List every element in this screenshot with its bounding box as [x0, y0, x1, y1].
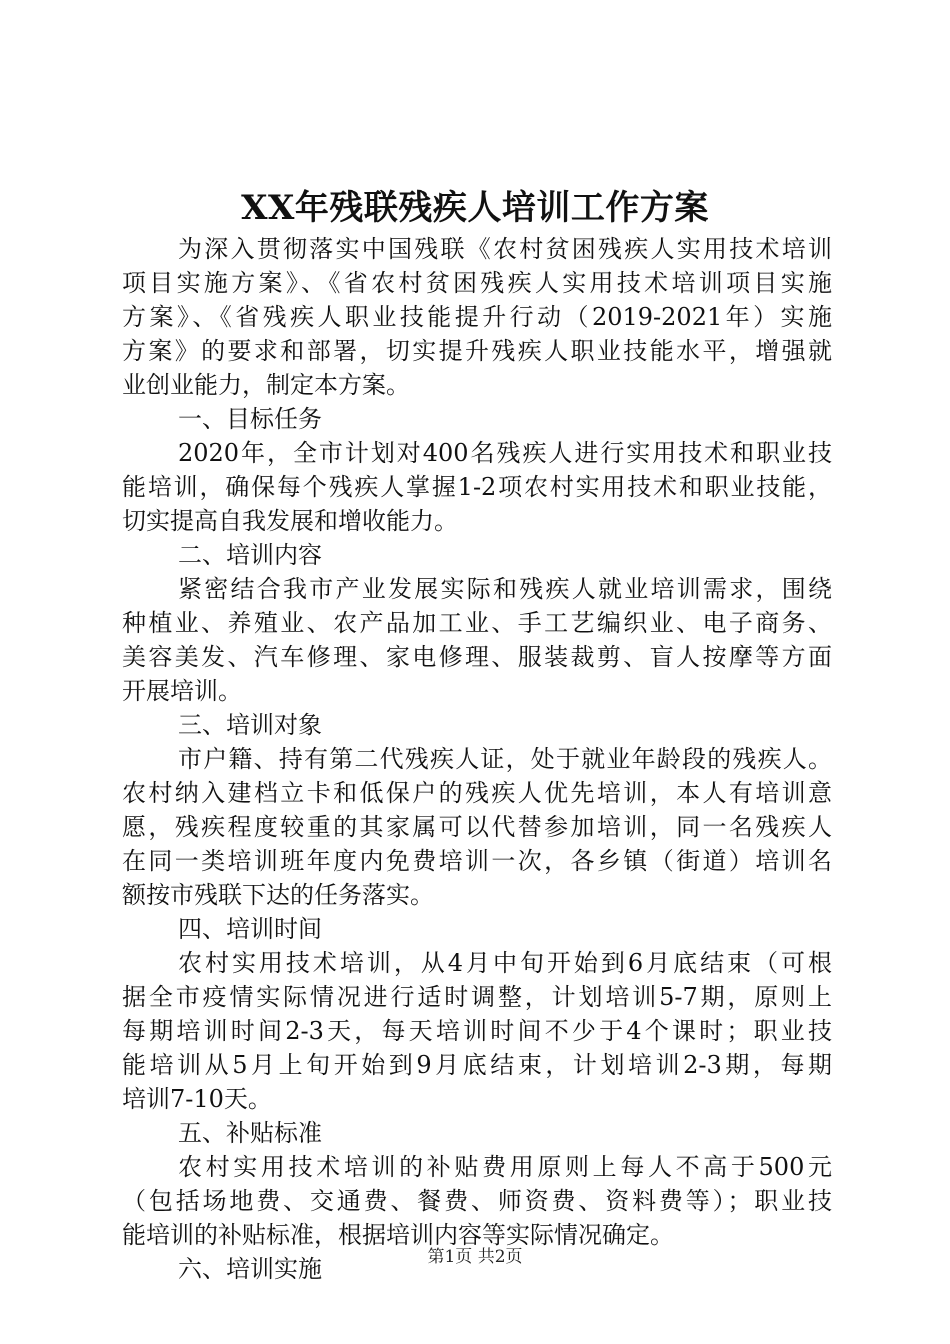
body-line: 额按市残联下达的任务落实。: [122, 881, 434, 909]
document-title: XX年残联残疾人培训工作方案: [241, 188, 709, 228]
body-line: 每期培训时间2-3天，每天培训时间不少于4个课时；职业技: [122, 1017, 832, 1045]
body-line: 紧密结合我市产业发展实际和残疾人就业培训需求，围绕: [178, 575, 832, 603]
body-line: 为深入贯彻落实中国残联《农村贫困残疾人实用技术培训: [178, 235, 832, 263]
body-line: 2020年，全市计划对400名残疾人进行实用技术和职业技: [178, 439, 832, 467]
body-line: 美容美发、汽车修理、家电修理、服装裁剪、盲人按摩等方面: [122, 643, 832, 671]
body-line: 种植业、养殖业、农产品加工业、手工艺编织业、电子商务、: [122, 609, 832, 637]
body-line: 三、培训对象: [178, 711, 322, 739]
body-line: 能培训，确保每个残疾人掌握1-2项农村实用技术和职业技能，: [122, 473, 832, 501]
body-line: 一、目标任务: [178, 405, 322, 433]
body-line: 业创业能力，制定本方案。: [122, 371, 410, 399]
body-line: 农村纳入建档立卡和低保户的残疾人优先培训，本人有培训意: [122, 779, 832, 807]
body-line: 在同一类培训班年度内免费培训一次，各乡镇（街道）培训名: [122, 847, 832, 875]
body-line: 能培训从5月上旬开始到9月底结束，计划培训2-3期，每期: [122, 1051, 832, 1079]
document-body: [122, 232, 832, 1286]
body-line: 四、培训时间: [178, 915, 322, 943]
body-line: 方案》、《省残疾人职业技能提升行动（2019-2021年）实施: [122, 303, 832, 331]
body-line: 农村实用技术培训的补贴费用原则上每人不高于500元: [178, 1153, 832, 1181]
body-line: 培训7-10天。: [122, 1085, 272, 1113]
body-line: 切实提高自我发展和增收能力。: [122, 507, 458, 535]
body-line: 农村实用技术培训，从4月中旬开始到6月底结束（可根: [178, 949, 832, 977]
body-line: 方案》的要求和部署，切实提升残疾人职业技能水平，增强就: [122, 337, 832, 365]
body-line: 六、培训实施: [178, 1255, 322, 1283]
body-line: （包括场地费、交通费、餐费、师资费、资料费等）；职业技: [122, 1187, 832, 1215]
body-line: 能培训的补贴标准，根据培训内容等实际情况确定。: [122, 1221, 674, 1249]
body-line: 项目实施方案》、《省农村贫困残疾人实用技术培训项目实施: [122, 269, 832, 297]
page-footer: 第1页 共2页: [427, 1247, 523, 1267]
body-line: 二、培训内容: [178, 541, 322, 569]
body-line: 五、补贴标准: [178, 1119, 322, 1147]
body-line: 开展培训。: [122, 677, 242, 705]
body-line: 市户籍、持有第二代残疾人证，处于就业年龄段的残疾人。: [178, 745, 832, 773]
body-line: 据全市疫情实际情况进行适时调整，计划培训5-7期，原则上: [122, 983, 832, 1011]
body-line: 愿，残疾程度较重的其家属可以代替参加培训，同一名残疾人: [122, 813, 832, 841]
